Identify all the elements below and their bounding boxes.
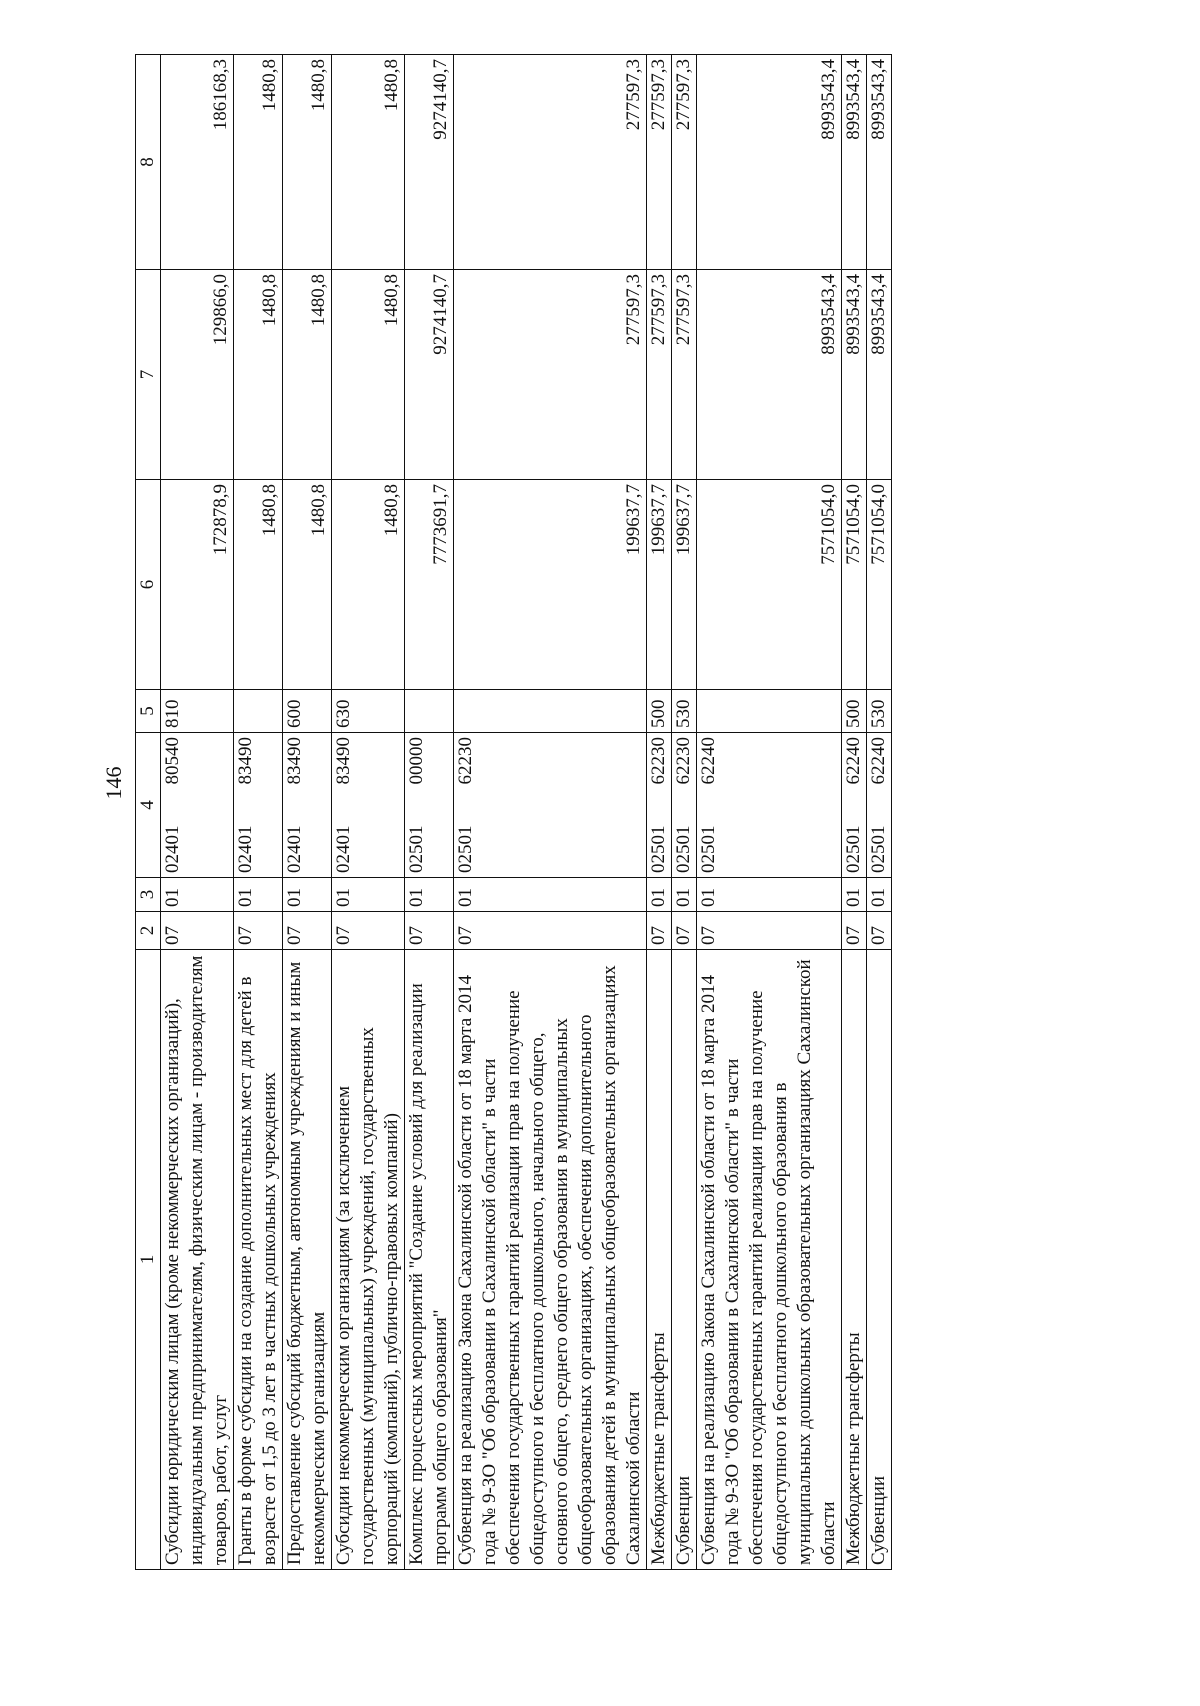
amount-col-6: 199637,7: [454, 480, 647, 690]
target-article-code: [647, 733, 672, 878]
header-col-6: 6: [136, 480, 161, 690]
amount-col-7: 1480,8: [332, 270, 405, 480]
section-code: 07: [647, 912, 672, 950]
row-name: Субсидии юридическим лицам (кроме некоммерческих организаций), индивидуальным предпринимателям, физическим лицам - производителям товаров, работ, услуг: [161, 950, 234, 1570]
amount-col-6: 1480,8: [283, 480, 332, 690]
subsection-code: 01: [842, 878, 867, 912]
target-article-code: [867, 733, 892, 878]
row-name: Субвенция на реализацию Закона Сахалинской области от 18 марта 2014 года № 9-ЗО "Об образовании в Сахалинской области" в части обеспечения государственных гарантий реализации прав на получение общедоступного и бесплатного дошкольного образования в муниципальных дошкольных образовательных организациях Сахалинской области: [697, 950, 842, 1570]
amount-col-6: 199637,7: [672, 480, 697, 690]
amount-col-7: 8993543,4: [867, 270, 892, 480]
subsection-code: 01: [161, 878, 234, 912]
program-code: 02501: [648, 825, 669, 873]
amount-col-6: 7571054,0: [697, 480, 842, 690]
expense-type-code: [454, 690, 647, 733]
budget-table-container: [135, 55, 1070, 1570]
amount-col-6: 1480,8: [234, 480, 283, 690]
header-row: [136, 55, 161, 1570]
subsection-code: 01: [647, 878, 672, 912]
program-code: 02401: [162, 825, 183, 873]
row-name: Межбюджетные трансферты: [647, 950, 672, 1570]
target-article-code: [161, 733, 234, 878]
subsection-code: 01: [283, 878, 332, 912]
subsection-code: 01: [234, 878, 283, 912]
amount-col-8: 9274140,7: [405, 55, 454, 270]
program-code: 02501: [868, 825, 889, 873]
amount-col-8: 277597,3: [647, 55, 672, 270]
target-article-code: [332, 733, 405, 878]
amount-col-7: 9274140,7: [405, 270, 454, 480]
program-code: 02501: [843, 825, 864, 873]
direction-code: 62230: [673, 737, 694, 785]
amount-col-8: 1480,8: [283, 55, 332, 270]
expense-type-code: 530: [867, 690, 892, 733]
row-name: Субвенции: [672, 950, 697, 1570]
table-row: [647, 55, 672, 1570]
header-col-8: 8: [136, 55, 161, 270]
program-code: 02501: [698, 825, 719, 873]
amount-col-8: 186168,3: [161, 55, 234, 270]
expense-type-code: [234, 690, 283, 733]
program-code: 02401: [333, 825, 354, 873]
budget-table: [135, 54, 892, 1570]
amount-col-7: 8993543,4: [697, 270, 842, 480]
target-article-code: [672, 733, 697, 878]
amount-col-8: 8993543,4: [697, 55, 842, 270]
section-code: 07: [697, 912, 842, 950]
program-code: 02401: [235, 825, 256, 873]
table-row: [842, 55, 867, 1570]
expense-type-code: 530: [672, 690, 697, 733]
row-name: Субвенция на реализацию Закона Сахалинской области от 18 марта 2014 года № 9-ЗО "Об образовании в Сахалинской области" в части обеспечения государственных гарантий реализации прав на получение общедоступного и бесплатного дошкольного, начального общего, основного общего, среднего общего образования в муниципальных общеобразовательных организациях, обеспечения дополнительного образования детей в муниципальных общеобразовательных организациях Сахалинской области: [454, 950, 647, 1570]
subsection-code: 01: [697, 878, 842, 912]
section-code: 07: [842, 912, 867, 950]
table-row: [234, 55, 283, 1570]
row-name: Предоставление субсидий бюджетным, автономным учреждениям и иным некоммерческим организациям: [283, 950, 332, 1570]
program-code: 02501: [406, 825, 427, 873]
subsection-code: 01: [454, 878, 647, 912]
row-name: Гранты в форме субсидии на создание дополнительных мест для детей в возрасте от 1,5 до 3 лет в частных дошкольных учреждениях: [234, 950, 283, 1570]
amount-col-6: 7571054,0: [867, 480, 892, 690]
subsection-code: 01: [672, 878, 697, 912]
target-article-code: [405, 733, 454, 878]
expense-type-code: [697, 690, 842, 733]
direction-code: 62230: [648, 737, 669, 785]
amount-col-8: 1480,8: [234, 55, 283, 270]
amount-col-7: 277597,3: [672, 270, 697, 480]
target-article-code: [842, 733, 867, 878]
expense-type-code: 810: [161, 690, 234, 733]
program-code: 02501: [673, 825, 694, 873]
amount-col-8: 277597,3: [454, 55, 647, 270]
direction-code: 83490: [284, 737, 305, 785]
section-code: 07: [867, 912, 892, 950]
amount-col-8: 277597,3: [672, 55, 697, 270]
table-row: [454, 55, 647, 1570]
amount-col-6: 172878,9: [161, 480, 234, 690]
table-row: [697, 55, 842, 1570]
amount-col-7: 129866,0: [161, 270, 234, 480]
header-col-7: 7: [136, 270, 161, 480]
header-col-1: 1: [136, 950, 161, 1570]
row-name: Субсидии некоммерческим организациям (за исключением государственных (муниципальных) учреждений, государственных корпораций (компаний), публично-правовых компаний): [332, 950, 405, 1570]
expense-type-code: 500: [842, 690, 867, 733]
amount-col-6: 199637,7: [647, 480, 672, 690]
section-code: 07: [405, 912, 454, 950]
section-code: 07: [283, 912, 332, 950]
direction-code: 62240: [868, 737, 889, 785]
direction-code: 00000: [406, 737, 427, 785]
table-row: [405, 55, 454, 1570]
target-article-code: [283, 733, 332, 878]
header-col-2: 2: [136, 912, 161, 950]
target-article-code: [234, 733, 283, 878]
amount-col-6: 1480,8: [332, 480, 405, 690]
amount-col-7: 8993543,4: [842, 270, 867, 480]
table-row: [161, 55, 234, 1570]
program-code: 02501: [455, 825, 476, 873]
section-code: 07: [161, 912, 234, 950]
header-col-4: 4: [136, 733, 161, 878]
amount-col-8: 8993543,4: [867, 55, 892, 270]
table-row: [867, 55, 892, 1570]
subsection-code: 01: [867, 878, 892, 912]
direction-code: 62240: [843, 737, 864, 785]
subsection-code: 01: [405, 878, 454, 912]
section-code: 07: [332, 912, 405, 950]
amount-col-7: 277597,3: [647, 270, 672, 480]
amount-col-8: 1480,8: [332, 55, 405, 270]
amount-col-7: 1480,8: [283, 270, 332, 480]
amount-col-8: 8993543,4: [842, 55, 867, 270]
amount-col-7: 277597,3: [454, 270, 647, 480]
section-code: 07: [234, 912, 283, 950]
row-name: Комплекс процессных мероприятий "Создание условий для реализации программ общего образования": [405, 950, 454, 1570]
amount-col-6: 7773691,7: [405, 480, 454, 690]
direction-code: 80540: [162, 737, 183, 785]
row-name: Субвенции: [867, 950, 892, 1570]
direction-code: 83490: [235, 737, 256, 785]
direction-code: 62240: [698, 737, 719, 785]
direction-code: 83490: [333, 737, 354, 785]
expense-type-code: 630: [332, 690, 405, 733]
target-article-code: [697, 733, 842, 878]
amount-col-6: 7571054,0: [842, 480, 867, 690]
target-article-code: [454, 733, 647, 878]
expense-type-code: 500: [647, 690, 672, 733]
section-code: 07: [672, 912, 697, 950]
header-col-5: 5: [136, 690, 161, 733]
direction-code: 62230: [455, 737, 476, 785]
amount-col-7: 1480,8: [234, 270, 283, 480]
section-code: 07: [454, 912, 647, 950]
program-code: 02401: [284, 825, 305, 873]
expense-type-code: [405, 690, 454, 733]
table-row: [672, 55, 697, 1570]
row-name: Межбюджетные трансферты: [842, 950, 867, 1570]
page-number: 146: [101, 766, 126, 800]
header-col-3: 3: [136, 878, 161, 912]
table-row: [283, 55, 332, 1570]
subsection-code: 01: [332, 878, 405, 912]
expense-type-code: 600: [283, 690, 332, 733]
table-row: [332, 55, 405, 1570]
